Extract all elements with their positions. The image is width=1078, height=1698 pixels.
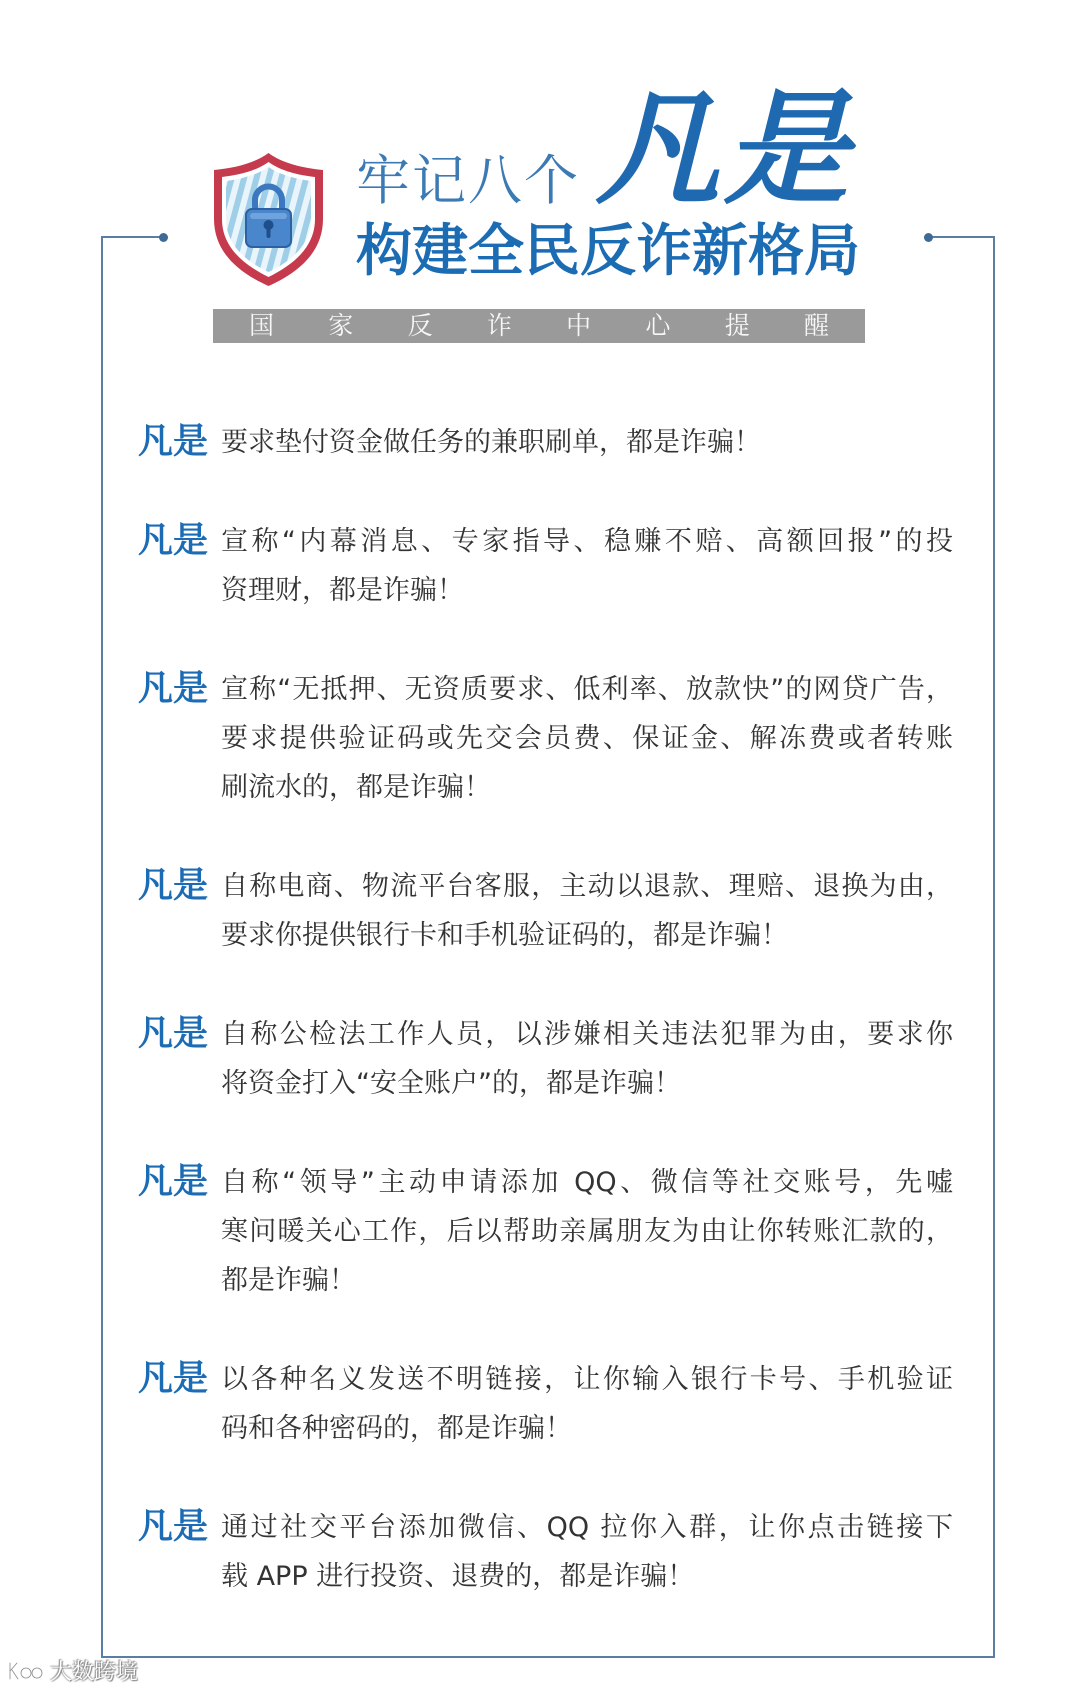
banner-char: 中 [566,311,592,340]
rule-text-line: 通过社交平台添加微信、QQ 拉你入群，让你点击链接下 [221,1512,953,1543]
rule-text-line: 宣称“内幕消息、专家指导、稳赚不赔、高额回报”的投 [221,526,953,557]
rule-text-line: 载 APP 进行投资、退费的，都是诈骗！ [221,1561,695,1592]
banner-char: 国 [249,311,275,340]
banner-char: 家 [328,311,354,340]
banner-char: 诈 [486,311,512,340]
rule-text [221,1010,953,1108]
rule-text [221,1158,953,1305]
rule-text-line: 自称公检法工作人员，以涉嫌相关违法犯罪为由，要求你 [221,1019,953,1050]
rule-text-line: 要求你提供银行卡和手机验证码的，都是诈骗！ [221,920,788,951]
rule-label: 凡是 [138,1162,209,1202]
rule-item [138,1158,958,1305]
rule-text-line: 刷流水的，都是诈骗！ [221,772,491,803]
banner-char: 醒 [803,311,829,340]
rule-text [221,418,953,467]
source-banner [213,309,865,343]
rule-text [221,1503,953,1601]
rule-text-line: 以各种名义发送不明链接，让你输入银行卡号、手机验证 [221,1364,953,1395]
frame-top-left-border [101,236,164,238]
rule-text-line: 自称电商、物流平台客服，主动以退款、理赔、退换为由， [221,871,953,902]
rule-text-line: 宣称“无抵押、无资质要求、低利率、放款快”的网贷广告， [221,674,953,705]
title-prefix: 牢记八个 [356,149,580,212]
frame-dot-right [924,233,933,242]
banner-char: 心 [645,311,671,340]
page-subtitle: 构建全民反诈新格局 [356,219,860,284]
frame-left-border [101,236,103,1658]
rule-item [138,517,958,615]
frame-dot-left [159,233,168,242]
rule-label: 凡是 [138,422,209,462]
rule-label: 凡是 [138,521,209,561]
frame-bottom-border [101,1656,995,1658]
frame-right-border [993,236,995,1658]
rule-text-line: 要求提供验证码或先交会员费、保证金、解冻费或者转账 [221,723,953,754]
rule-text-line: 要求垫付资金做任务的兼职刷单，都是诈骗！ [221,427,761,458]
rule-item [138,418,958,467]
frame-top-right-border [929,236,995,238]
watermark-text: 大数跨境 [50,1660,139,1685]
banner-char: 反 [407,311,433,340]
rule-label: 凡是 [138,866,209,906]
rule-label: 凡是 [138,1014,209,1054]
rule-item [138,665,958,812]
rule-label: 凡是 [138,1507,209,1547]
rules-list [138,418,958,1601]
rule-text [221,1355,953,1453]
rule-text-line: 将资金打入“安全账户”的，都是诈骗！ [221,1068,681,1099]
rule-text [221,665,953,812]
rule-text-line: 自称“领导”主动申请添加 QQ、微信等社交账号，先嘘 [221,1167,953,1198]
rule-text-line: 都是诈骗！ [221,1265,356,1296]
watermark [6,1660,138,1686]
watermark-logo-icon [6,1659,46,1687]
rule-text-line: 寒问暖关心工作，后以帮助亲属朋友为由让你转账汇款的， [221,1216,953,1247]
rule-label: 凡是 [138,669,209,709]
rule-text-line: 码和各种密码的，都是诈骗！ [221,1413,572,1444]
rule-item [138,1503,958,1601]
rule-item [138,1010,958,1108]
rule-text [221,517,953,615]
rule-item [138,1355,958,1453]
rule-item [138,862,958,960]
rule-label: 凡是 [138,1359,209,1399]
rule-text [221,862,953,960]
rule-text-line: 资理财，都是诈骗！ [221,575,464,606]
title-emphasis: 凡是 [596,77,853,222]
shield-lock-icon [211,151,326,288]
banner-char: 提 [724,311,750,340]
